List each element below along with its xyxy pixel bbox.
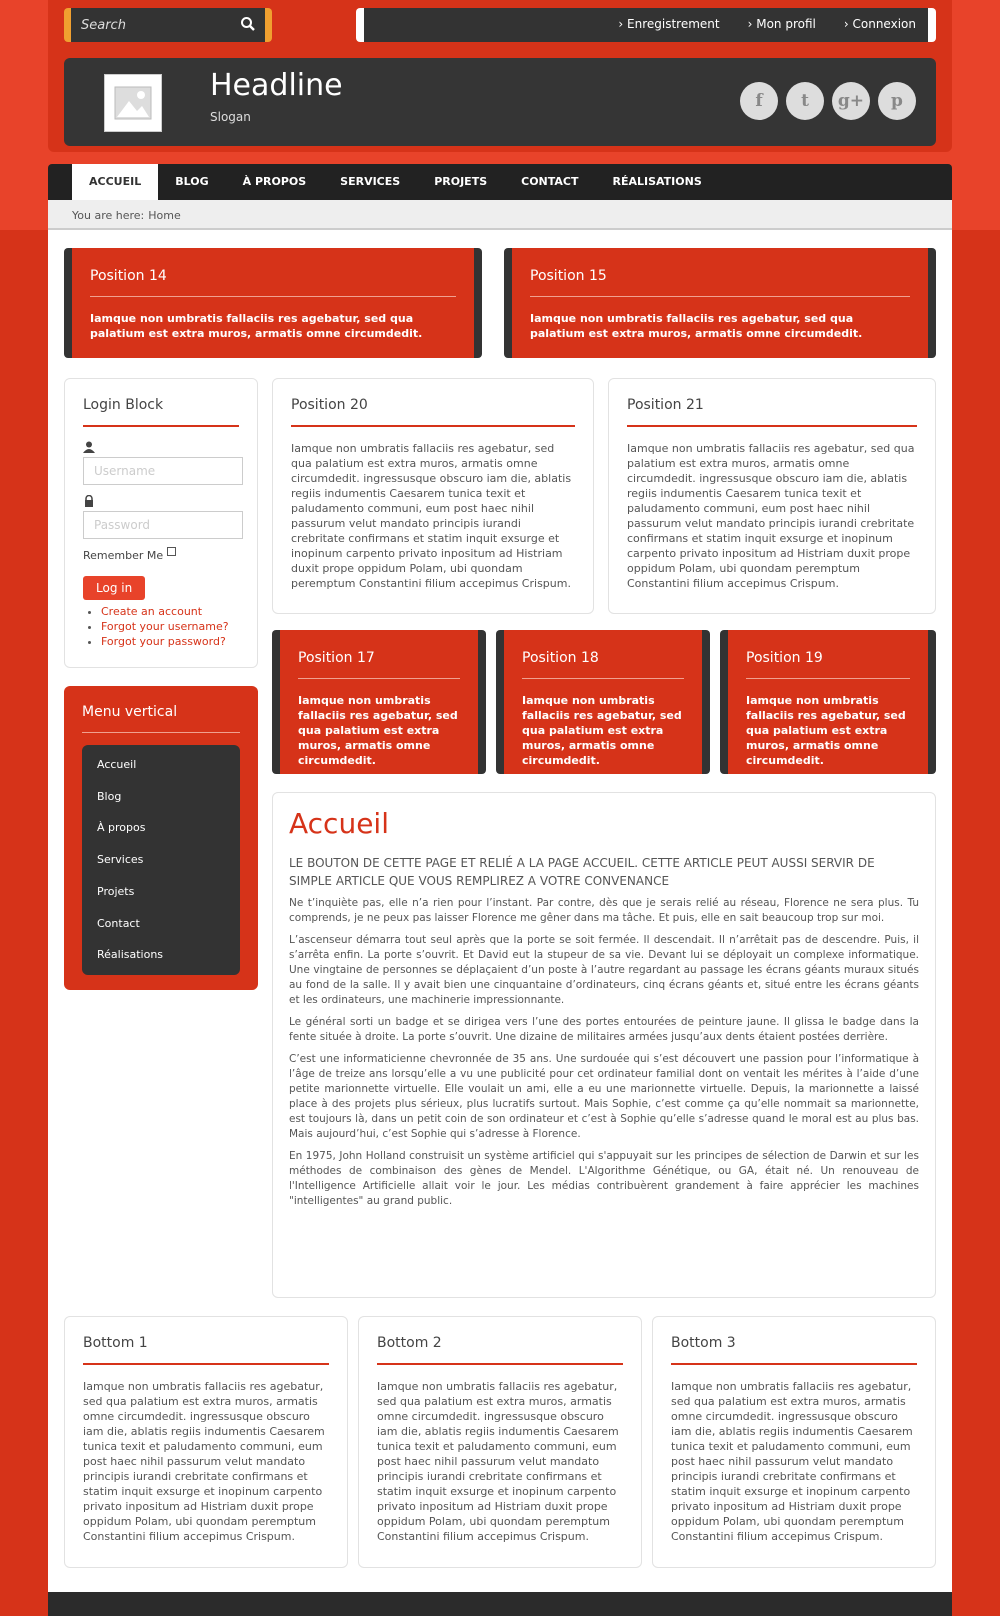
module-bottom-1 xyxy=(64,1316,348,1568)
nav-item-realisations[interactable]: RÉALISATIONS xyxy=(612,175,702,188)
module-text: Iamque non umbratis fallaciis res agebatur, sed qua palatium est extra muros, armatis omne circumdedit. ingressusque obscuro iam die, ablatis regiis indumentis Caesarem tunica texit et paludamento communi, eum post haec nihil passurum velut mandato principis iurandi crebritate confirmans et statim inquit exsurge et inopinum carpento privato inpositum ad Histriam duxit prope oppidum Polam, ubi quondam peremptum Constantini filium accepimus Crispum. xyxy=(671,1380,913,1543)
search-input[interactable] xyxy=(81,14,231,36)
module-title: Position 17 xyxy=(298,650,460,679)
module-bottom-3 xyxy=(652,1316,936,1568)
twitter-icon[interactable]: t xyxy=(786,82,824,120)
module-title: Position 18 xyxy=(522,650,684,679)
menu-item-contact[interactable]: Contact xyxy=(97,916,140,930)
create-account-link[interactable]: Create an account xyxy=(101,605,203,618)
site-logo[interactable] xyxy=(104,74,162,132)
register-link[interactable]: › Enregistrement xyxy=(618,17,719,31)
menu-vertical-title: Menu vertical xyxy=(82,704,240,733)
module-title: Bottom 3 xyxy=(671,1335,917,1365)
module-title: Position 20 xyxy=(291,397,575,427)
module-position-14 xyxy=(64,248,482,358)
breadcrumb-current: Home xyxy=(148,209,181,222)
module-text: Iamque non umbratis fallaciis res agebatur, sed qua palatium est extra muros, armatis omne circumdedit. ingressusque obscuro iam die, ablatis regiis indumentis Caesarem tunica texit et paludamento communi, eum post haec nihil passurum velut mandato principis iurandi crebritate confirmans et statim inquit exsurge et inopinum carpento privato inpositum ad Histriam duxit prope oppidum Polam, ubi quondam peremptum Constantini filium accepimus Crispum. xyxy=(627,442,915,590)
menu-item-projets[interactable]: Projets xyxy=(97,884,135,898)
search-icon[interactable] xyxy=(239,15,257,33)
forgot-username-link[interactable]: Forgot your username? xyxy=(101,620,229,633)
module-text: Iamque non umbratis fallaciis res agebatur, sed qua palatium est extra muros, armatis omne circumdedit. ingressusque obscuro iam die, ablatis regiis indumentis Caesarem tunica texit et paludamento communi, eum post haec nihil passurum velut mandato principis iurandi crebritate confirmans et statim inquit exsurge et inopinum carpento privato inpositum ad Histriam duxit prope oppidum Polam, ubi quondam peremptum Constantini filium accepimus Crispum. xyxy=(291,442,572,590)
google-plus-icon[interactable]: g+ xyxy=(832,82,870,120)
module-title: Position 21 xyxy=(627,397,917,427)
login-block xyxy=(64,378,258,668)
search-box xyxy=(64,8,272,42)
module-text: Iamque non umbratis fallaciis res agebatur, sed qua palatium est extra muros, armatis omne circumdedit. xyxy=(530,312,863,340)
nav-item-services[interactable]: SERVICES xyxy=(340,175,401,188)
image-placeholder-icon xyxy=(111,81,155,125)
breadcrumb-label: You are here: xyxy=(72,209,145,222)
pinterest-icon[interactable]: p xyxy=(878,82,916,120)
login-block-title: Login Block xyxy=(83,397,239,427)
site-slogan: Slogan xyxy=(210,110,251,124)
list-item xyxy=(101,619,239,634)
module-title: Position 14 xyxy=(90,268,456,297)
article-lead: LE BOUTON DE CETTE PAGE ET RELIÉ A LA PAGE ACCUEIL. CETTE ARTICLE PEUT AUSSI SERVIR DE SIMPLE ARTICLE QUE VOUS REMPLIREZ A VOTRE CONVENANCE xyxy=(289,856,875,888)
list-item xyxy=(101,634,239,649)
remember-me-checkbox[interactable] xyxy=(167,547,176,556)
module-text: Iamque non umbratis fallaciis res agebatur, sed qua palatium est extra muros, armatis omne circumdedit. xyxy=(522,694,682,767)
footer xyxy=(48,1592,952,1616)
module-title: Position 15 xyxy=(530,268,910,297)
module-text: Iamque non umbratis fallaciis res agebatur, sed qua palatium est extra muros, armatis omne circumdedit. xyxy=(90,312,423,340)
article-paragraph: Ne t’inquiète pas, elle n’a rien pour l’instant. Par contre, dès que je serais relié au réseau, Florence ne sera plus. Tu comprends, je ne peux pas laisser Florence me gêner dans ma tâche. Et puis, elle en sait beaucoup trop sur moi. xyxy=(289,897,919,924)
lock-icon xyxy=(83,495,95,507)
breadcrumb xyxy=(48,200,952,230)
menu-item-a-propos[interactable]: À propos xyxy=(97,821,146,835)
module-position-18 xyxy=(496,630,710,774)
module-text: Iamque non umbratis fallaciis res agebatur, sed qua palatium est extra muros, armatis omne circumdedit. ingressusque obscuro iam die, ablatis regiis indumentis Caesarem tunica texit et paludamento communi, eum post haec nihil passurum velut mandato principis iurandi crebritate confirmans et statim inquit exsurge et inopinum carpento privato inpositum ad Histriam duxit prope oppidum Polam, ubi quondam peremptum Constantini filium accepimus Crispum. xyxy=(83,1380,325,1543)
module-title: Bottom 1 xyxy=(83,1335,329,1365)
login-link[interactable]: › Connexion xyxy=(844,17,916,31)
username-field[interactable] xyxy=(83,457,243,485)
module-text: Iamque non umbratis fallaciis res agebatur, sed qua palatium est extra muros, armatis omne circumdedit. ingressusque obscuro iam die, ablatis regiis indumentis Caesarem tunica texit et paludamento communi, eum post haec nihil passurum velut mandato principis iurandi crebritate confirmans et statim inquit exsurge et inopinum carpento privato inpositum ad Histriam duxit prope oppidum Polam, ubi quondam peremptum Constantini filium accepimus Crispum. xyxy=(377,1380,619,1543)
user-icon xyxy=(83,441,95,453)
article-paragraph: L’ascenseur démarra tout seul après que la porte se soit fermée. Il descendait. Il n’arrêtait pas de descendre. Puis, il s’arrêta enfin. La porte s’ouvrit. Et David eut la stupeur de sa vie. Devant lui se déployait un complexe informatique. Une vingtaine de personnes se déplaçaient d’un poste à l’autre regardant au passage les écrans géants muraux situés au fond de la salle. Il y avait bien une cinquantaine d’ordinateurs, cinq écrans géants et, situé entre les écrans géants et les ordinateurs, une machinerie impressionnante. xyxy=(289,934,919,1006)
menu-vertical xyxy=(64,686,258,990)
profile-link[interactable]: › Mon profil xyxy=(748,17,816,31)
module-position-17 xyxy=(272,630,486,774)
nav-item-contact[interactable]: CONTACT xyxy=(521,175,579,188)
article xyxy=(272,792,936,1298)
user-menu-bar xyxy=(356,8,936,42)
menu-item-blog[interactable]: Blog xyxy=(97,789,122,803)
module-text: Iamque non umbratis fallaciis res agebatur, sed qua palatium est extra muros, armatis omne circumdedit. xyxy=(746,694,906,767)
menu-vertical-list xyxy=(82,745,240,975)
social-links xyxy=(740,82,916,120)
module-title: Position 19 xyxy=(746,650,910,679)
article-paragraph: Le général sorti un badge et se dirigea vers l’une des portes entourées de peinture jaune. Il glissa le badge dans la fente située à droite. La porte s’ouvrit. Une dizaine de militaires armées jusqu’aux dents étaient postées derrière. xyxy=(289,1016,919,1043)
article-paragraph: En 1975, John Holland construisit un système artificiel qui s'appuyait sur les principes de sélection de Darwin et sur les méthodes de combinaison des gènes de Mendel. L'Algorithme Génétique, ou GA, était né. Un renouveau de l'Intelligence Artificielle allait voir le jour. Les médias contribuèrent grandement à faire apprécier les machines "intelligentes" au grand public. xyxy=(289,1150,919,1207)
remember-me-label: Remember Me xyxy=(83,549,164,562)
menu-item-services[interactable]: Services xyxy=(97,853,144,867)
nav-item-blog[interactable]: BLOG xyxy=(175,175,209,188)
module-bottom-2 xyxy=(358,1316,642,1568)
nav-item-a-propos[interactable]: À PROPOS xyxy=(242,175,307,188)
module-position-21 xyxy=(608,378,936,614)
forgot-password-link[interactable]: Forgot your password? xyxy=(101,635,226,648)
site-title[interactable]: Headline xyxy=(210,68,343,103)
main-nav xyxy=(48,164,952,200)
password-field[interactable] xyxy=(83,511,243,539)
header xyxy=(48,0,952,152)
module-position-20 xyxy=(272,378,594,614)
module-text: Iamque non umbratis fallaciis res agebatur, sed qua palatium est extra muros, armatis omne circumdedit. xyxy=(298,694,458,767)
facebook-icon[interactable]: f xyxy=(740,82,778,120)
menu-item-accueil[interactable]: Accueil xyxy=(97,758,137,771)
menu-item-realisations[interactable]: Réalisations xyxy=(97,948,164,962)
headline-banner xyxy=(64,58,936,146)
module-title: Bottom 2 xyxy=(377,1335,623,1365)
nav-item-accueil[interactable]: ACCUEIL xyxy=(72,164,158,200)
login-button[interactable]: Log in xyxy=(83,576,145,600)
module-position-15 xyxy=(504,248,936,358)
article-title: Accueil xyxy=(289,807,389,840)
remember-me xyxy=(83,549,239,562)
article-paragraph: C’est une informaticienne chevronnée de 35 ans. Une surdouée qui s’est découvert une passion pour l’informatique à l’âge de treize ans lorsqu’elle a vu une publicité pour cet ordinateur familial dont on ventait les mérites à l’aide d’une petite marionnette virtuelle. Elle voulait un ami, elle a eu une marionnette virtuelle. Depuis, la marionnette a laissé place à des projets plus sérieux, plus lucratifs surtout. Mais Sophie, c’est comme ça qu’elle nommait sa marionnette, est toujours là, dans un petit coin de son ordinateur et c’est à Sophie qu’elle s’adresse quand le moral est au plus bas. Mais aujourd’hui, c’est Sophie qui s’adresse à Florence. xyxy=(289,1053,919,1140)
module-position-19 xyxy=(720,630,936,774)
nav-item-projets[interactable]: PROJETS xyxy=(434,175,488,188)
login-links xyxy=(83,604,239,649)
list-item xyxy=(101,604,239,619)
